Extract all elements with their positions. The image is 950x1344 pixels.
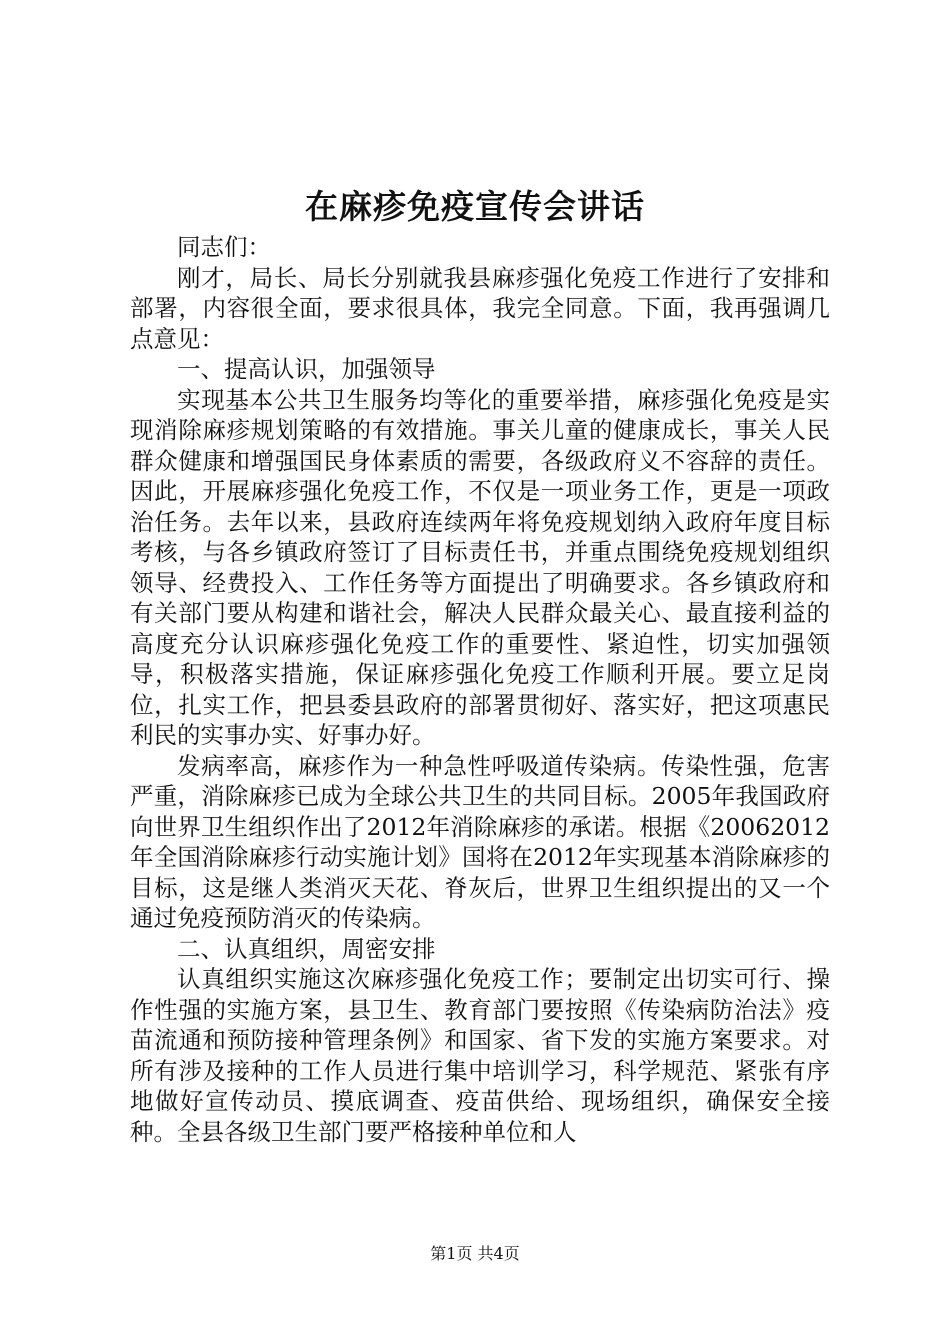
body-paragraph: 发病率高，麻疹作为一种急性呼吸道传染病。传染性强，危害严重，消除麻疹已成为全球公共卫生的共同目标。2005年我国政府向世界卫生组织作出了2012年消除麻疹的承诺。根据《20062012年全国消除麻疹行动实施计划》国将在2012年实现基本消除麻疹的目标，这是继人类消灭天花、脊灰后，世界卫生组织提出的又一个通过免疫预防消灭的传染病。 xyxy=(130,751,830,932)
salutation-paragraph: 同志们： xyxy=(177,233,271,261)
document-title: 在麻疹免疫宣传会讲话 xyxy=(305,187,645,226)
page-footer: 第1页 共4页 xyxy=(430,1244,520,1263)
body-paragraph: 实现基本公共卫生服务均等化的重要举措，麻疹强化免疫是实现消除麻疹规划策略的有效措施。事关儿童的健康成长，事关人民群众健康和增强国民身体素质的需要，各级政府义不容辞的责任。因此，开展麻疹强化免疫工作，不仅是一项业务工作，更是一项政治任务。去年以来，县政府连续两年将免疫规划纳入政府年度目标考核，与各乡镇政府签订了目标责任书，并重点围绕免疫规划组织领导、经费投入、工作任务等方面提出了明确要求。各乡镇政府和有关部门要从构建和谐社会，解决人民群众最关心、最直接利益的高度充分认识麻疹强化免疫工作的重要性、紧迫性，切实加强领导，积极落实措施，保证麻疹强化免疫工作顺利开展。要立足岗位，扎实工作，把县委县政府的部署贯彻好、落实好，把这项惠民利民的实事办实、好事办好。 xyxy=(130,385,830,749)
body-paragraph: 认真组织实施这次麻疹强化免疫工作；要制定出切实可行、操作性强的实施方案，县卫生、教育部门要按照《传染病防治法》疫苗流通和预防接种管理条例》和国家、省下发的实施方案要求。对所有涉及接种的工作人员进行集中培训学习，科学规范、紧张有序地做好宣传动员、摸底调查、疫苗供给、现场组织，确保安全接种。全县各级卫生部门要严格接种单位和人 xyxy=(130,965,830,1146)
section-heading-2: 二、认真组织，周密安排 xyxy=(177,934,436,963)
intro-paragraph: 刚才，局长、局长分别就我县麻疹强化免疫工作进行了安排和部署，内容很全面，要求很具体，我完全同意。下面，我再强调几点意见： xyxy=(130,263,830,353)
section-heading-1: 一、提高认识，加强领导 xyxy=(177,355,436,383)
document-body xyxy=(130,232,830,1147)
